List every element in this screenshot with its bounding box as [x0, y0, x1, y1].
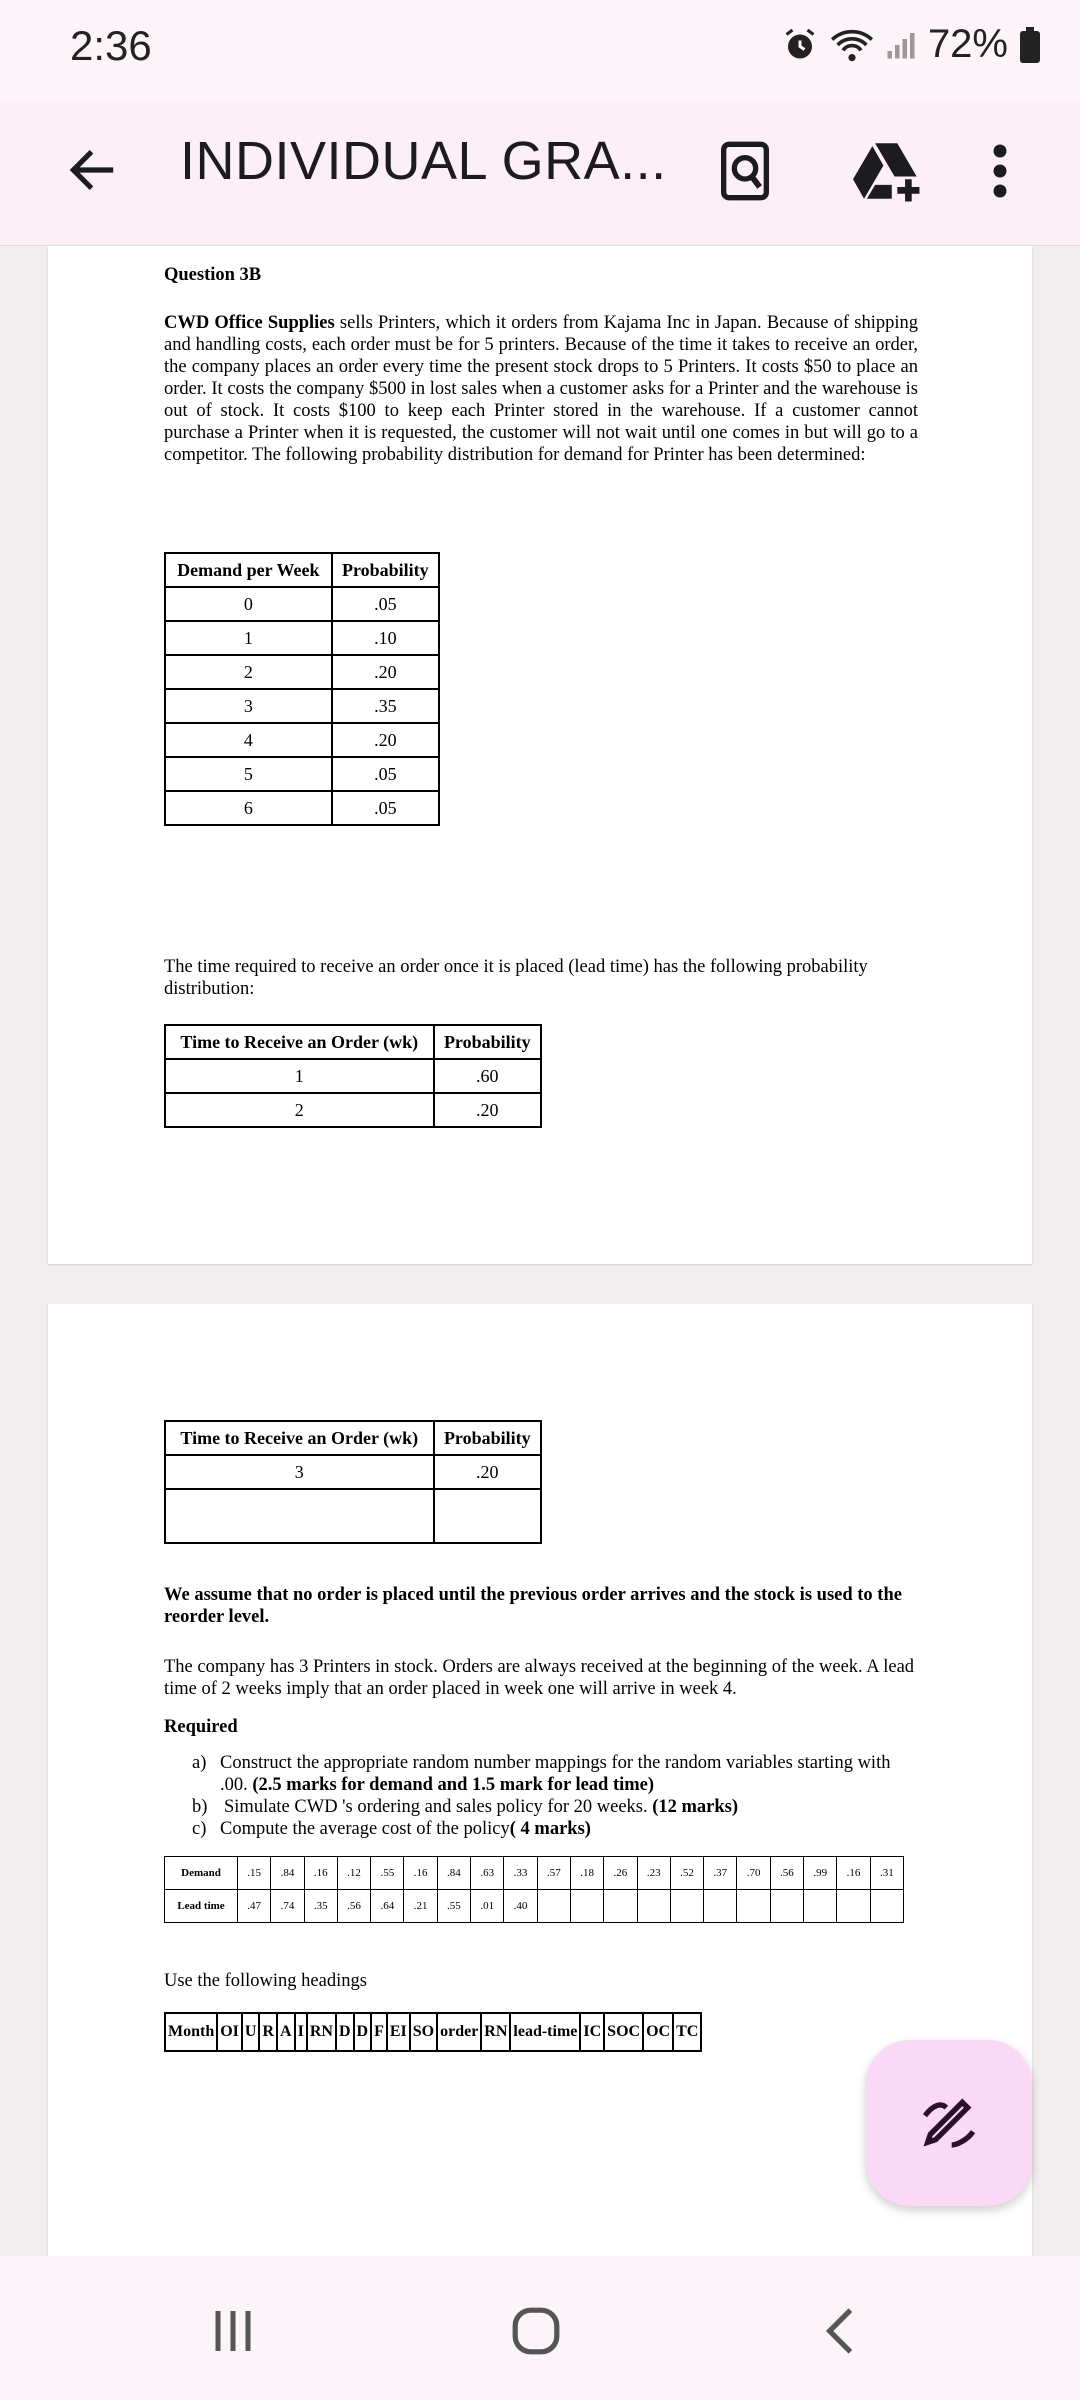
status-time: 2:36 — [70, 22, 152, 69]
table-cell: RN — [481, 2013, 510, 2051]
table-cell — [770, 1890, 803, 1923]
table-row: Lead time .47 .74 .35 .56 .64 .21 .55 .01 .40 — [165, 1890, 904, 1923]
app-bar — [0, 100, 1080, 246]
table-cell: .52 — [670, 1857, 703, 1890]
table-cell: .99 — [804, 1857, 837, 1890]
table-cell: .55 — [437, 1890, 470, 1923]
table-cell — [870, 1890, 903, 1923]
table-row: 3 .20 — [165, 1455, 541, 1489]
required-heading: Required — [164, 1717, 238, 1737]
table-cell: lead-time — [510, 2013, 580, 2051]
table-cell: TC — [673, 2013, 701, 2051]
table-cell: SOC — [604, 2013, 643, 2051]
table-cell — [637, 1890, 670, 1923]
table-cell: .70 — [737, 1857, 770, 1890]
lead-time-table — [164, 1024, 542, 1128]
table-cell: .18 — [570, 1857, 603, 1890]
table-cell: I — [295, 2013, 307, 2051]
demand-table — [164, 552, 440, 826]
table-row — [165, 2013, 701, 2051]
table-cell: .16 — [837, 1857, 870, 1890]
signal-icon — [886, 30, 916, 60]
table-cell: A — [277, 2013, 295, 2051]
wifi-icon — [830, 27, 874, 63]
document-page-1 — [48, 246, 1032, 1264]
battery-icon — [1020, 27, 1040, 63]
table-cell: .47 — [238, 1890, 271, 1923]
back-nav-icon[interactable] — [800, 2296, 880, 2366]
document-title: INDIVIDUAL GRA... — [180, 131, 667, 191]
table-cell: OC — [643, 2013, 673, 2051]
table-cell: .84 — [437, 1857, 470, 1890]
table-cell: .21 — [404, 1890, 437, 1923]
table-cell: .63 — [471, 1857, 504, 1890]
edit-pen-icon — [917, 2089, 981, 2158]
table-cell: D — [336, 2013, 354, 2051]
edit-fab-button[interactable] — [866, 2040, 1032, 2206]
lead-time-table-continued — [164, 1420, 542, 1544]
table-cell: .12 — [337, 1857, 370, 1890]
table-row: 5 .05 — [165, 757, 439, 791]
requirement-b: b) Simulate CWD 's ordering and sales policy for 20 weeks. (12 marks) — [192, 1797, 739, 1817]
table-row: 0 .05 — [165, 587, 439, 621]
table-cell — [737, 1890, 770, 1923]
status-bar — [0, 0, 1080, 100]
headings-table — [164, 2012, 702, 2052]
table-header: Time to Receive an Order (wk) — [165, 1421, 434, 1455]
status-icons — [782, 22, 1040, 67]
table-row: 2 .20 — [165, 1093, 541, 1127]
find-in-page-icon[interactable] — [702, 128, 788, 214]
table-cell: OI — [217, 2013, 242, 2051]
alarm-icon — [782, 27, 818, 63]
table-row — [165, 1489, 541, 1543]
table-header: Probability — [434, 1421, 541, 1455]
table-row: Demand .15 .84 .16 .12 .55 .16 .84 .63 .33 .57 .18 .26 .23 .52 .37 .70 .56 .99 .16 .31 — [165, 1857, 904, 1890]
home-icon[interactable] — [496, 2296, 576, 2366]
table-row: 2 .20 — [165, 655, 439, 689]
table-cell — [670, 1890, 703, 1923]
table-cell: F — [371, 2013, 387, 2051]
table-cell: .31 — [870, 1857, 903, 1890]
table-cell: .33 — [504, 1857, 537, 1890]
table-cell: RN — [307, 2013, 336, 2051]
table-cell: EI — [387, 2013, 410, 2051]
assumption-text: We assume that no order is placed until the previous order arrives and the stock is used to the reorder level. — [164, 1585, 902, 1627]
table-row: 3 .35 — [165, 689, 439, 723]
lead-time-intro: The time required to receive an order once it is placed (lead time) has the following probability distribution: — [164, 957, 868, 999]
requirement-c: c) Compute the average cost of the policy( 4 marks) — [192, 1819, 591, 1839]
requirements-list — [192, 1752, 918, 1840]
table-header: Probability — [434, 1025, 541, 1059]
table-row: 1 .60 — [165, 1059, 541, 1093]
table-row: 6 .05 — [165, 791, 439, 825]
requirement-a: a) Construct the appropriate random number mappings for the random variables starting with .00. (2.5 marks for demand and 1.5 mark for lead time) — [192, 1753, 891, 1795]
table-cell — [837, 1890, 870, 1923]
table-cell — [704, 1890, 737, 1923]
table-cell: IC — [580, 2013, 604, 2051]
table-cell — [570, 1890, 603, 1923]
table-cell: .01 — [471, 1890, 504, 1923]
table-cell: .23 — [637, 1857, 670, 1890]
back-arrow-icon[interactable] — [52, 130, 132, 210]
table-header: Probability — [332, 553, 439, 587]
battery-percent: 72% — [927, 22, 1008, 66]
question-title: Question 3B — [164, 265, 262, 285]
table-cell: .57 — [537, 1857, 570, 1890]
table-cell: SO — [410, 2013, 437, 2051]
table-cell: R — [259, 2013, 277, 2051]
table-row: 1 .10 — [165, 621, 439, 655]
table-cell: .37 — [704, 1857, 737, 1890]
table-cell: .15 — [238, 1857, 271, 1890]
company-text: The company has 3 Printers in stock. Orders are always received at the beginning of the week. A lead time of 2 weeks imply that an order placed in week one will arrive in week 4. — [164, 1657, 915, 1699]
recents-icon[interactable] — [193, 2296, 273, 2366]
table-header: Demand per Week — [165, 553, 332, 587]
table-cell: .74 — [271, 1890, 304, 1923]
table-cell: .16 — [404, 1857, 437, 1890]
table-header: Time to Receive an Order (wk) — [165, 1025, 434, 1059]
table-cell: .40 — [504, 1890, 537, 1923]
question-intro: CWD Office Supplies sells Printers, which it orders from Kajama Inc in Japan. Because of shipping and handling costs, each order must be for 5 printers. Because of the time it takes to receive an order, the company places an order every time the present stock drops to 5 Printers. It costs $50 to place an order. It costs the company $500 in lost sales when a customer asks for a Printer and the warehouse is out of stock. It costs $100 to keep each Printer stored in the warehouse. If a customer cannot purchase a Printer when it is requested, the customer will not wait until one comes in but will go to a competitor. The following probability distribution for demand for Printer has been determined: — [164, 313, 918, 465]
table-cell: D — [354, 2013, 372, 2051]
table-cell: .26 — [604, 1857, 637, 1890]
table-cell: .35 — [304, 1890, 337, 1923]
more-vert-icon[interactable] — [970, 128, 1030, 214]
table-cell: U — [242, 2013, 260, 2051]
table-cell: order — [437, 2013, 481, 2051]
table-cell — [537, 1890, 570, 1923]
table-cell — [604, 1890, 637, 1923]
table-cell — [804, 1890, 837, 1923]
table-cell: .56 — [770, 1857, 803, 1890]
table-cell: .55 — [371, 1857, 404, 1890]
add-to-drive-icon[interactable] — [846, 128, 932, 214]
use-headings-text: Use the following headings — [164, 1971, 367, 1991]
system-nav-bar — [0, 2256, 1080, 2400]
table-cell: .16 — [304, 1857, 337, 1890]
table-cell: .56 — [337, 1890, 370, 1923]
table-row: 4 .20 — [165, 723, 439, 757]
table-cell: .64 — [371, 1890, 404, 1923]
random-numbers-table — [164, 1856, 904, 1923]
table-cell: .84 — [271, 1857, 304, 1890]
document-viewer[interactable] — [0, 246, 1080, 2256]
table-cell: Month — [165, 2013, 217, 2051]
